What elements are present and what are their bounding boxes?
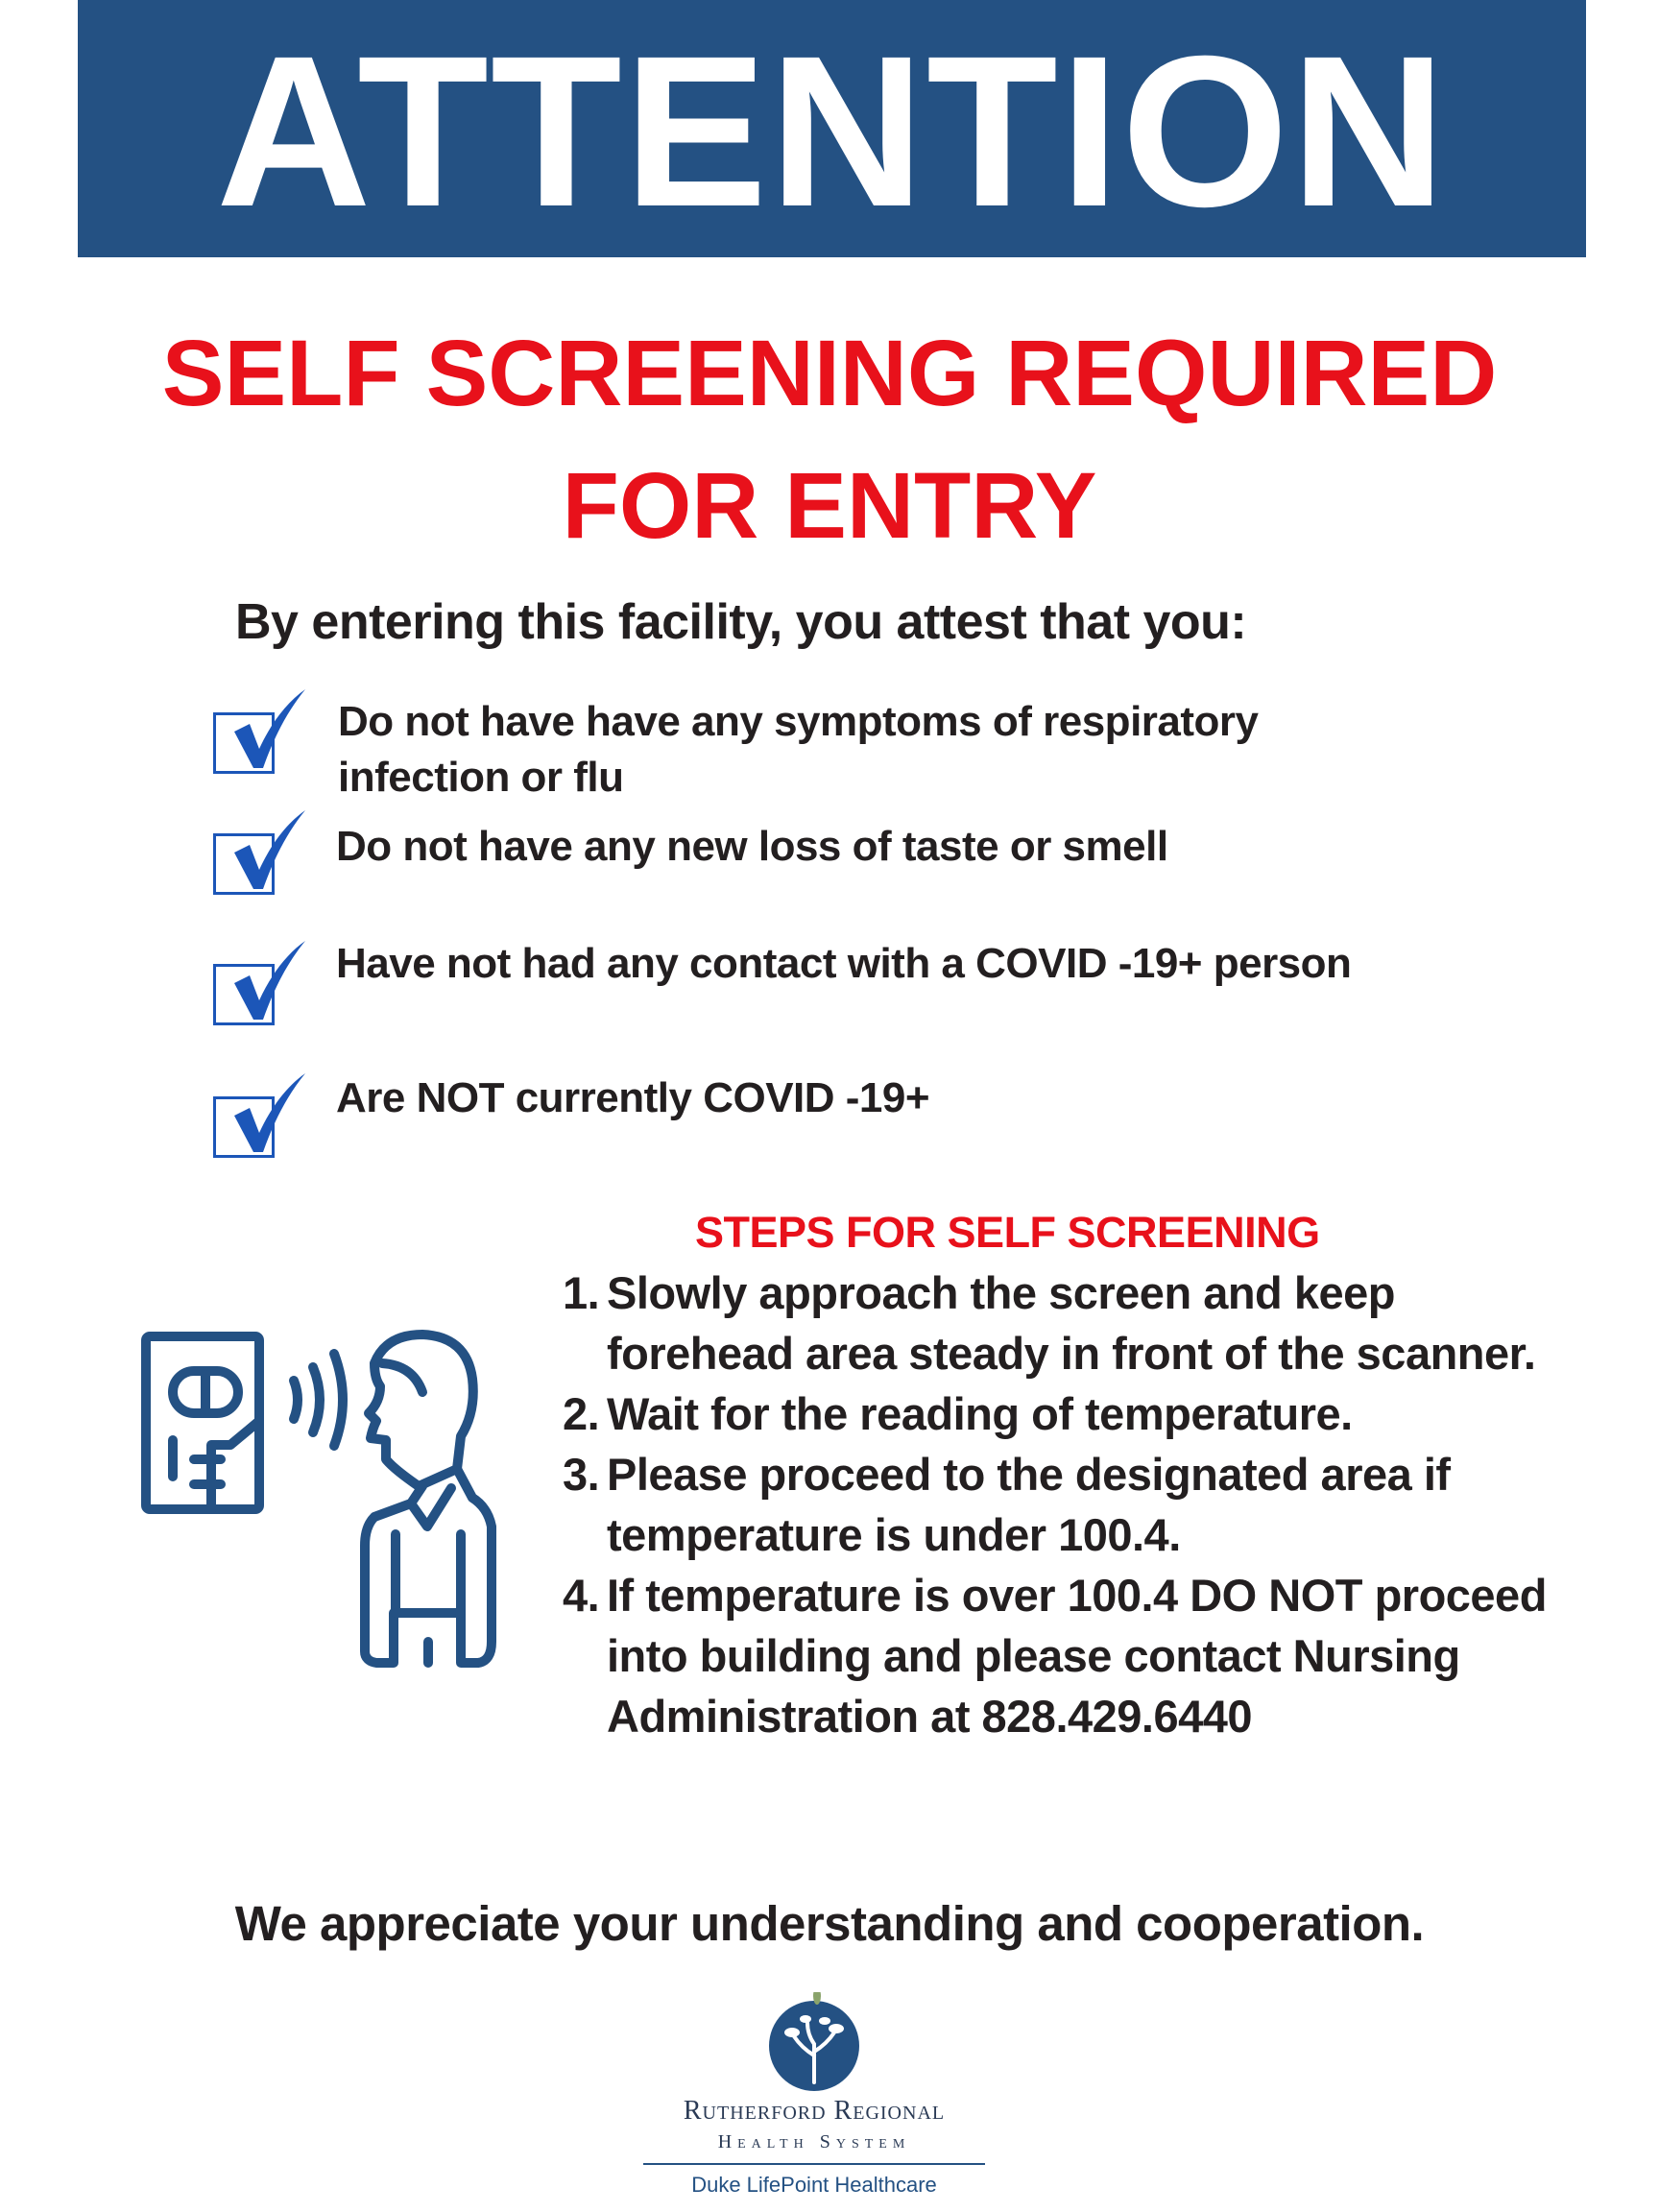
step-text: Slowly approach the screen and keep forehead area steady in front of the scanner. [607,1267,1536,1379]
step-number: 1. [563,1267,600,1318]
logo-name: Rutherford Regional [683,2096,946,2126]
attest-item-line2: infection or flu [338,754,624,801]
attest-item-line1: Have not had any contact with a COVID -19+ person [336,940,1352,987]
person-icon [365,1334,492,1663]
logo-parent: Duke LifePoint Healthcare [691,2173,937,2197]
headline-line1: SELF SCREENING REQUIRED [161,321,1498,425]
attention-banner [78,0,1586,257]
step-text: Please proceed to the designated area if temperature is under 100.4. [607,1449,1451,1560]
closing-message: We appreciate your understanding and cooperation. [234,1896,1425,1951]
attest-intro: By entering this facility, you attest that you: [235,594,1247,650]
step-number: 3. [563,1449,600,1500]
step-item [563,1262,1551,1383]
attest-item-line1: Do not have any new loss of taste or smell [336,823,1168,870]
step-number: 4. [563,1570,600,1621]
step-number: 2. [563,1388,600,1439]
step-item [563,1444,1551,1565]
attest-item-line1: Do not have have any symptoms of respiratory [338,698,1259,745]
temperature-scanner-icon [134,1325,547,1690]
step-item [563,1383,1551,1444]
steps-list [563,1262,1551,1746]
rutherford-logo [634,1992,995,2203]
headline-line2: FOR ENTRY [562,453,1097,558]
scanner-device [146,1336,259,1509]
step-text: Wait for the reading of temperature. [607,1388,1353,1439]
checkmark-icon [230,1070,307,1156]
attest-item-line1: Are NOT currently COVID -19+ [336,1074,930,1121]
banner-title: ATTENTION [215,12,1449,252]
step-item [563,1565,1551,1746]
step-text: If temperature is over 100.4 DO NOT proceed into building and please contact Nursing Administration at 828.429.6440 [607,1570,1547,1742]
tree-logo-icon [763,1992,865,2092]
checkmark-icon [230,806,307,893]
signal-waves [294,1354,343,1446]
logo-subtitle: Health System [717,2131,911,2152]
checkmark-icon [230,937,307,1023]
checkmark-icon [230,685,307,772]
steps-title: STEPS FOR SELF SCREENING [695,1208,1320,1257]
logo-divider [643,2163,985,2165]
